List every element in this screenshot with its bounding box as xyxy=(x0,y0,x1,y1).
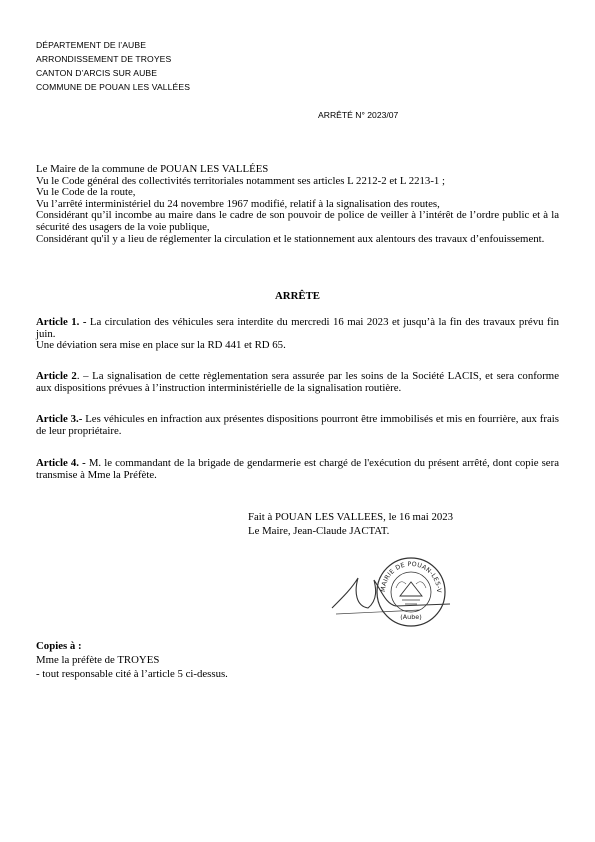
copies-responsables: - tout responsable cité à l’article 5 ci-dessus. xyxy=(36,668,228,680)
header-commune: COMMUNE DE POUAN LES VALLÉES xyxy=(36,82,191,92)
header-canton: CANTON D’ARCIS SUR AUBE xyxy=(36,68,158,78)
preamble-code-route: Vu le Code de la route, xyxy=(36,186,136,199)
article-3-label: Article 3.- xyxy=(36,413,83,425)
official-seal-icon xyxy=(330,548,460,630)
copies-title: Copies à : xyxy=(36,640,82,652)
preamble-arrete-1967: Vu l’arrêté interministériel du 24 novembre 1967 modifié, relatif à la signalisation des routes, xyxy=(36,197,440,210)
article-1-body: La circulation des véhicules sera interdite du mercredi 16 mai 2023 et jusqu’à la fin des travaux prévu fin juin. xyxy=(36,316,559,340)
administrative-header xyxy=(36,38,190,94)
article-4-label: Article 4. - xyxy=(36,457,86,469)
article-1-text xyxy=(36,317,559,340)
copies-block xyxy=(36,639,228,681)
article-1 xyxy=(36,317,559,352)
preamble xyxy=(36,164,559,245)
article-2 xyxy=(36,371,559,394)
signature-block xyxy=(248,510,453,538)
article-1-deviation: Une déviation sera mise en place sur la RD 441 et RD 65. xyxy=(36,339,286,352)
preamble-considerant-police: Considérant qu’il incombe au maire dans le cadre de son pouvoir de police de veiller à l’intérêt de l’ordre public et à la sécurité des usagers de la voie publique, xyxy=(36,209,559,233)
preamble-mayor: Le Maire de la commune de POUAN LES VALLÉES xyxy=(36,163,269,175)
arrete-number: ARRÊTÉ N° 2023/07 xyxy=(318,110,399,120)
seal-bottom-text: (Aube) xyxy=(400,613,422,621)
article-3 xyxy=(36,414,559,437)
copies-prefete: Mme la préfète de TROYES xyxy=(36,654,160,666)
decree-title: ARRÊTE xyxy=(275,290,320,302)
signature-place-date: Fait à POUAN LES VALLEES, le 16 mai 2023 xyxy=(248,511,454,523)
article-2-body: . – La signalisation de cette règlementation sera assurée par les soins de la Société LACIS, et sera conforme aux dispositions prévues à l’instruction interministérielle de la signalisation routière. xyxy=(36,370,559,394)
article-3-body: Les véhicules en infraction aux présentes dispositions pourront être immobilisés et mis en fourrière, aux frais de leur propriétaire. xyxy=(36,413,559,437)
preamble-cgct: Vu le Code général des collectivités territoriales notamment ses articles L 2212-2 et L 2213-1 ; xyxy=(36,174,446,187)
header-department: DÉPARTEMENT DE l’AUBE xyxy=(36,40,147,50)
mayor-stamp-and-signature xyxy=(330,548,460,635)
seal-ring-text: MAIRIE DE POUAN-LES-V xyxy=(379,560,443,593)
article-4 xyxy=(36,458,559,481)
header-arrondissement: ARRONDISSEMENT DE TROYES xyxy=(36,54,172,64)
signature-signatory: Le Maire, Jean-Claude JACTAT. xyxy=(248,525,390,537)
article-4-body: M. le commandant de la brigade de gendarmerie est chargé de l'exécution du présent arrêté, dont copie sera transmise à Mme la Préfète. xyxy=(36,457,559,481)
article-1-label: Article 1. - xyxy=(36,316,87,328)
preamble-considerant-travaux: Considérant qu'il y a lieu de réglementer la circulation et le stationnement aux alentours des travaux d’enfouissement. xyxy=(36,232,545,245)
article-2-label: Article 2 xyxy=(36,370,77,382)
